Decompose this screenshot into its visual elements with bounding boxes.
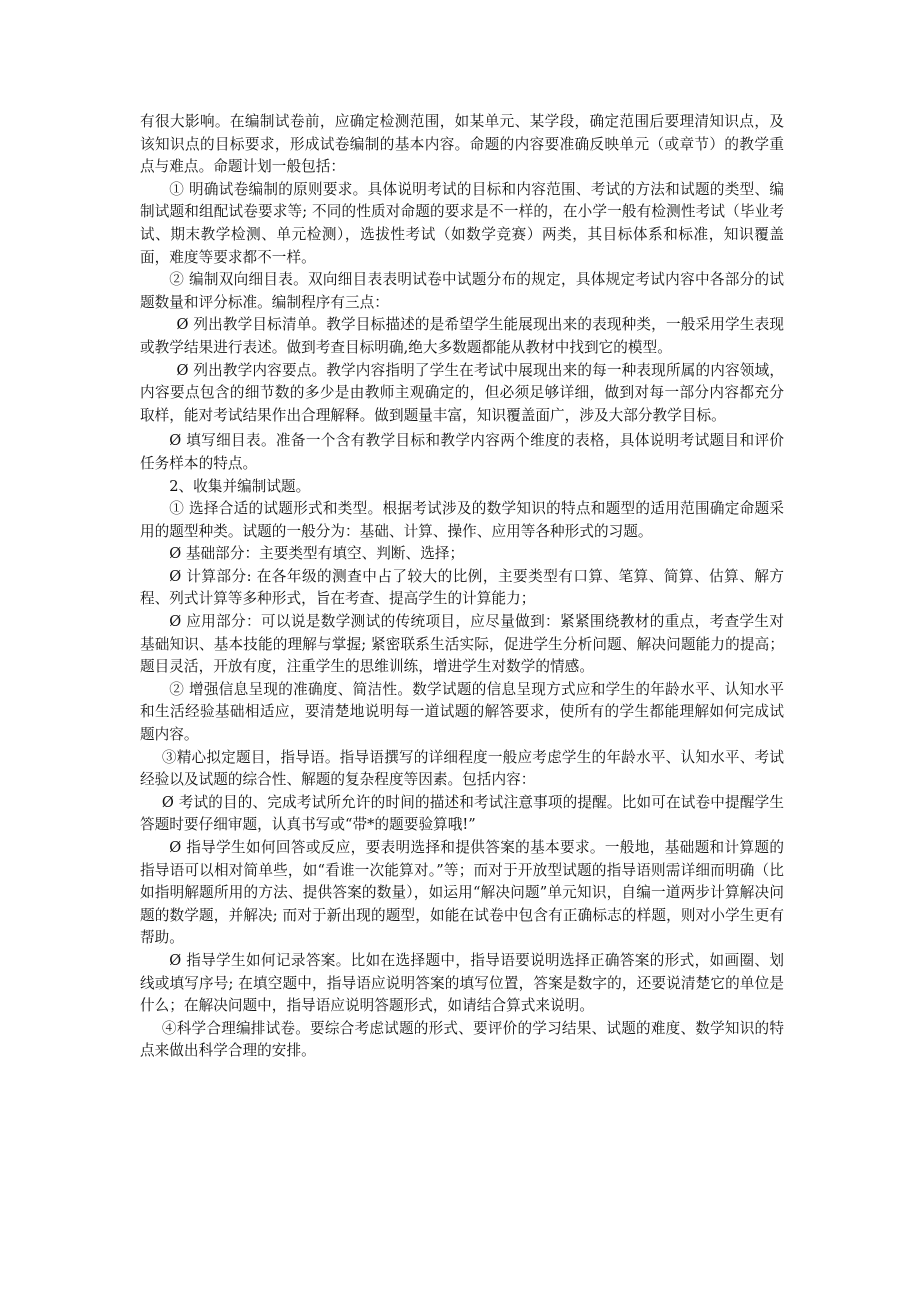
- paragraph-how-to-answer: Ø 指导学生如何回答或反应，要表明选择和提供答案的基本要求。一般地，基础题和计算题的指导语可以相对简单些，如“看谁一次能算对。”等；而对于开放型试题的指导语则需详细而明确（比如指明解题所用的方法、提供答案的数量），如运用“解决问题”单元知识，自编一道两步计算解决问题的数学题，并解决; 而对于新出现的题型，如能在试卷中包含有正确标志的样题，则对小学生更有帮助。: [140, 839, 784, 947]
- paragraph-arrange-paper: ④科学合理编排试卷。要综合考虑试题的形式、要评价的学习结果、试题的难度、数学知识的特点来做出科学合理的安排。: [140, 1019, 784, 1060]
- paragraph-list-content: Ø 列出教学内容要点。教学内容指明了学生在考试中展现出来的每一种表现所属的内容领域，内容要点包含的细节数的多少是由教师主观确定的，但必须足够详细，做到对每一部分内容都充分取样，能对考试结果作出合理解释。做到题量丰富，知识覆盖面广，涉及大部分教学目标。: [140, 361, 784, 424]
- paragraph-choose-format: ① 选择合适的试题形式和类型。根据考试涉及的数学知识的特点和题型的适用范围确定命题采用的题型种类。试题的一般分为：基础、计算、操作、应用等各种形式的习题。: [140, 500, 784, 540]
- paragraph-application-part: Ø 应用部分：可以说是数学测试的传统项目，应尽量做到：紧紧围绕教材的重点，考查学生对基础知识、基本技能的理解与掌握; 紧密联系生活实际，促进学生分析问题、解决问题能力的提高；题目灵活，开放有度，注重学生的思维训练，增进学生对数学的情感。: [140, 613, 784, 676]
- document-body: [140, 111, 784, 1063]
- paragraph-basic-part: Ø 基础部分：主要类型有填空、判断、选择；: [169, 545, 465, 563]
- paragraph-scope-intro: 有很大影响。在编制试卷前，应确定检测范围，如某单元、某学段，确定范围后要理清知识点，及该知识点的目标要求，形成试卷编制的基本内容。命题的内容要准确反映单元（或章节）的教学重点与难点。命题计划一般包括：: [140, 113, 784, 176]
- paragraph-record-answer: Ø 指导学生如何记录答案。比如在选择题中，指导语要说明选择正确答案的形式，如画圈、划线或填写序号; 在填空题中，指导语应说明答案的填写位置，答案是数字的，还要说清楚它的单位是什么；在解决问题中，指导语应说明答题形式，如请结合算式来说明。: [140, 951, 784, 1015]
- paragraph-list-objectives: Ø 列出教学目标清单。教学目标描述的是希望学生能展现出来的表现种类，一般采用学生表现或教学结果进行表述。做到考查目标明确,绝大多数题都能从教材中找到它的模型。: [140, 316, 784, 356]
- paragraph-calc-part: Ø 计算部分: 在各年级的测查中占了较大的比例，主要类型有口算、笔算、简算、估算、解方程、列式计算等多种形式，旨在考查、提高学生的计算能力；: [140, 567, 784, 608]
- paragraph-fill-table: Ø 填写细目表。准备一个含有教学目标和教学内容两个维度的表格，具体说明考试题目和评价任务样本的特点。: [140, 432, 784, 472]
- paragraph-two-way-table: ② 编制双向细目表。双向细目表表明试卷中试题分布的规定，具体规定考试内容中各部分的试题数量和评分标准。编制程序有三点：: [140, 271, 784, 311]
- paragraph-information: ② 增强信息呈现的准确度、简洁性。数学试题的信息呈现方式应和学生的年龄水平、认知水平和生活经验基础相适应，要清楚地说明每一道试题的解答要求，使所有的学生都能理解如何完成试题内容。: [140, 680, 784, 744]
- paragraph-principles: ① 明确试卷编制的原则要求。具体说明考试的目标和内容范围、考试的方法和试题的类型、编制试题和组配试卷要求等; 不同的性质对命题的要求是不一样的，在小学一般有检测性考试（毕业考试、期末教学检测、单元检测），选拔性考试（如数学竞赛）两类，其目标体系和标准，知识覆盖面，难度等要求都不一样。: [140, 180, 784, 266]
- section-heading-collect: 2、收集并编制试题。: [169, 477, 311, 495]
- paragraph-instructions: ③精心拟定题目，指导语。指导语撰写的详细程度一般应考虑学生的年龄水平、认知水平、考试经验以及试题的综合性、解题的复杂程度等因素。包括内容：: [140, 748, 784, 789]
- paragraph-exam-purpose: Ø 考试的目的、完成考试所允许的时间的描述和考试注意事项的提醒。比如可在试卷中提醒学生答题时要仔细审题，认真书写或“带*的题要验算哦!”: [140, 793, 784, 834]
